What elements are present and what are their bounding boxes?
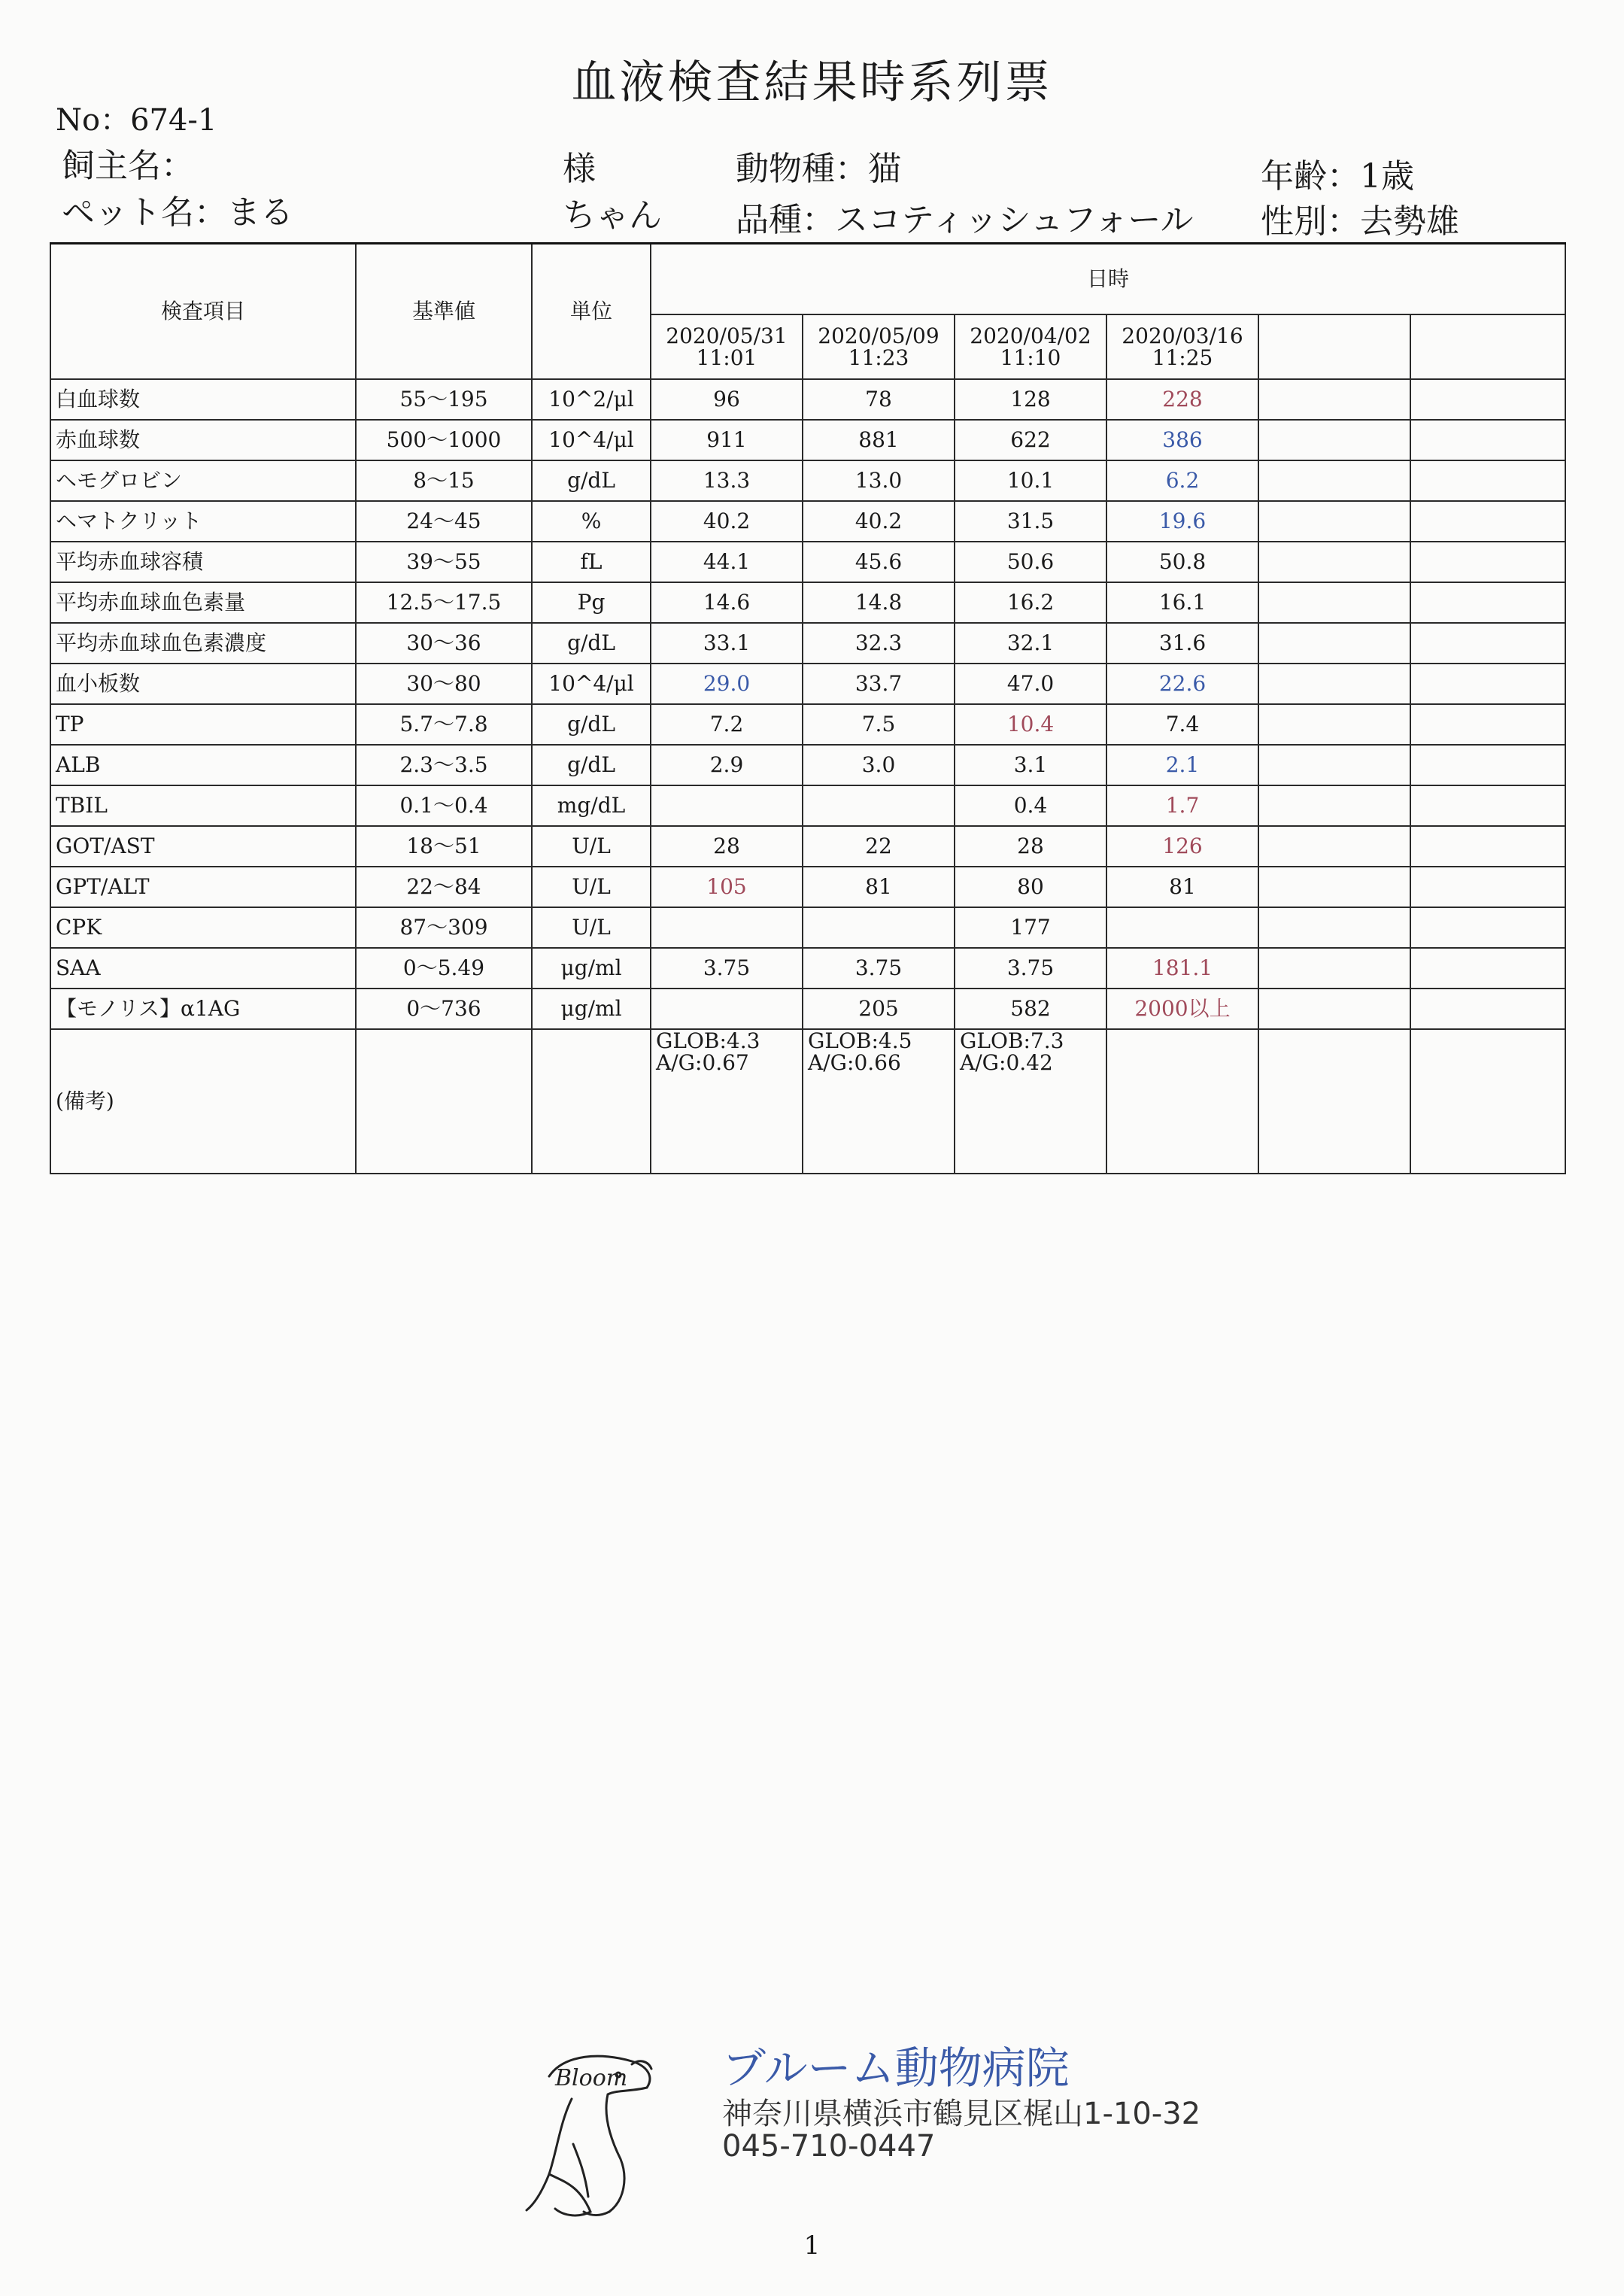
result-value: 80 (955, 867, 1106, 907)
empty-result-cell (1410, 907, 1565, 948)
table-row (50, 420, 1565, 460)
empty-result-cell (1258, 542, 1410, 582)
reference-range: 500～1000 (356, 420, 532, 460)
date-header-date: 2020/03/16 (1122, 323, 1243, 348)
result-value: 3.75 (803, 948, 955, 989)
header-ref: 基準値 (356, 244, 532, 380)
page-number: 1 (803, 2231, 821, 2261)
result-value: 40.2 (651, 501, 803, 542)
result-value: 29.0 (651, 664, 803, 704)
date-header-cell (803, 314, 955, 379)
age: 年齢：1歳 (1261, 157, 1414, 196)
date-header-time: 11:23 (848, 345, 909, 370)
result-value: 128 (955, 379, 1106, 420)
empty-result-cell (1410, 745, 1565, 785)
empty-result-cell (1258, 785, 1410, 826)
unit: U/L (532, 867, 651, 907)
result-value (651, 907, 803, 948)
date-header-cell (651, 314, 803, 379)
empty-result-cell (1258, 704, 1410, 745)
unit: fL (532, 542, 651, 582)
document-title: 血液検査結果時系列票 (571, 56, 1053, 109)
result-value: 16.1 (1106, 582, 1258, 623)
result-value: 28 (955, 826, 1106, 867)
owner-label: 飼主名： (62, 147, 194, 185)
date-header-cell (1410, 314, 1565, 379)
empty-result-cell (1410, 501, 1565, 542)
result-value: 47.0 (955, 664, 1106, 704)
remarks-line: A/G:0.67 (656, 1050, 749, 1076)
test-item-name: GOT/AST (50, 826, 356, 867)
unit: g/dL (532, 704, 651, 745)
unit: g/dL (532, 745, 651, 785)
table-row (50, 704, 1565, 745)
header-datetime: 日時 (651, 244, 1565, 315)
empty-result-cell (1258, 745, 1410, 785)
result-value: 31.5 (955, 501, 1106, 542)
record-number: No：674-1 (56, 103, 217, 138)
table-row (50, 948, 1565, 989)
result-value: 78 (803, 379, 955, 420)
result-value: 911 (651, 420, 803, 460)
table-row (50, 907, 1565, 948)
unit: 10^2/μl (532, 379, 651, 420)
result-value: 2.9 (651, 745, 803, 785)
result-value: 14.8 (803, 582, 955, 623)
date-header-time: 11:10 (1000, 345, 1061, 370)
result-value (803, 907, 955, 948)
result-value: 81 (1106, 867, 1258, 907)
remarks-empty-cell (532, 1029, 651, 1174)
result-value: 0.4 (955, 785, 1106, 826)
empty-result-cell (1410, 989, 1565, 1029)
empty-result-cell (1258, 867, 1410, 907)
remarks-cell (1258, 1029, 1410, 1174)
breed: 品種：スコティッシュフォール (736, 201, 1194, 239)
reference-range: 30～80 (356, 664, 532, 704)
result-value: 22 (803, 826, 955, 867)
result-value: 81 (803, 867, 955, 907)
clinic-phone: 045-710-0447 (722, 2129, 936, 2164)
test-item-name: 血小板数 (50, 664, 356, 704)
table-row (50, 379, 1565, 420)
result-value: 19.6 (1106, 501, 1258, 542)
test-item-name: 平均赤血球血色素濃度 (50, 623, 356, 664)
date-header-time: 11:01 (696, 345, 757, 370)
reference-range: 0.1～0.4 (356, 785, 532, 826)
remarks-line: A/G:0.42 (960, 1050, 1053, 1076)
species: 動物種：猫 (736, 150, 901, 188)
result-value: 582 (955, 989, 1106, 1029)
blood-test-table (50, 242, 1566, 1174)
result-value: 16.2 (955, 582, 1106, 623)
result-value: 386 (1106, 420, 1258, 460)
empty-result-cell (1410, 704, 1565, 745)
date-header-time: 11:25 (1152, 345, 1213, 370)
empty-result-cell (1258, 420, 1410, 460)
remarks-cell (955, 1029, 1106, 1174)
remarks-line: GLOB:4.3 (656, 1029, 760, 1053)
reference-range: 39～55 (356, 542, 532, 582)
reference-range: 8～15 (356, 460, 532, 501)
result-value: 13.0 (803, 460, 955, 501)
result-value: 7.5 (803, 704, 955, 745)
unit: mg/dL (532, 785, 651, 826)
result-value (1106, 907, 1258, 948)
reference-range: 0～736 (356, 989, 532, 1029)
clinic-logo-dog (519, 2031, 715, 2227)
clinic-name: ブルーム動物病院 (722, 2042, 1070, 2094)
unit: % (532, 501, 651, 542)
result-value: 44.1 (651, 542, 803, 582)
test-item-name: 平均赤血球容積 (50, 542, 356, 582)
remarks-line: A/G:0.66 (808, 1050, 901, 1076)
result-value: 205 (803, 989, 955, 1029)
date-header-cell (955, 314, 1106, 379)
remarks-cell (1106, 1029, 1258, 1174)
test-item-name: GPT/ALT (50, 867, 356, 907)
empty-result-cell (1410, 460, 1565, 501)
result-value: 50.6 (955, 542, 1106, 582)
unit: μg/ml (532, 989, 651, 1029)
result-value (651, 785, 803, 826)
reference-range: 12.5～17.5 (356, 582, 532, 623)
test-item-name: ヘマトクリット (50, 501, 356, 542)
date-header-cell (1106, 314, 1258, 379)
empty-result-cell (1410, 542, 1565, 582)
pet-name: ペット名：まる (62, 193, 293, 232)
result-value: 22.6 (1106, 664, 1258, 704)
clinic-address: 神奈川県横浜市鶴見区梶山1-10-32 (722, 2097, 1201, 2131)
empty-result-cell (1258, 623, 1410, 664)
empty-result-cell (1410, 826, 1565, 867)
empty-result-cell (1410, 582, 1565, 623)
remarks-line: GLOB:7.3 (960, 1029, 1064, 1053)
test-item-name: 【モノリス】α1AG (50, 989, 356, 1029)
empty-result-cell (1258, 907, 1410, 948)
test-item-name: SAA (50, 948, 356, 989)
remarks-empty-cell (356, 1029, 532, 1174)
reference-range: 0～5.49 (356, 948, 532, 989)
reference-range: 2.3～3.5 (356, 745, 532, 785)
date-header-date: 2020/05/31 (666, 323, 788, 348)
remarks-label: (備考) (50, 1029, 356, 1174)
table-row (50, 664, 1565, 704)
pet-suffix: ちゃん (563, 196, 662, 235)
result-value: 32.1 (955, 623, 1106, 664)
result-value: 96 (651, 379, 803, 420)
unit: g/dL (532, 460, 651, 501)
empty-result-cell (1258, 948, 1410, 989)
result-value: 881 (803, 420, 955, 460)
logo-lettering: Bloom (555, 2065, 628, 2091)
result-value: 33.7 (803, 664, 955, 704)
result-value (651, 989, 803, 1029)
table-row (50, 460, 1565, 501)
empty-result-cell (1258, 379, 1410, 420)
table-row (50, 745, 1565, 785)
owner-suffix: 様 (563, 150, 596, 188)
reference-range: 22～84 (356, 867, 532, 907)
unit: Pg (532, 582, 651, 623)
date-header-date: 2020/05/09 (818, 323, 939, 348)
empty-result-cell (1410, 664, 1565, 704)
empty-result-cell (1258, 826, 1410, 867)
result-value: 181.1 (1106, 948, 1258, 989)
header-item: 検査項目 (50, 244, 356, 380)
remarks-cell (1410, 1029, 1565, 1174)
empty-result-cell (1410, 948, 1565, 989)
remarks-row (50, 1029, 1565, 1174)
empty-result-cell (1258, 501, 1410, 542)
result-value: 31.6 (1106, 623, 1258, 664)
unit: 10^4/μl (532, 664, 651, 704)
test-item-name: TP (50, 704, 356, 745)
empty-result-cell (1258, 582, 1410, 623)
result-value: 177 (955, 907, 1106, 948)
result-value: 126 (1106, 826, 1258, 867)
reference-range: 55～195 (356, 379, 532, 420)
test-item-name: 白血球数 (50, 379, 356, 420)
result-value: 1.7 (1106, 785, 1258, 826)
empty-result-cell (1258, 664, 1410, 704)
result-value: 105 (651, 867, 803, 907)
reference-range: 18～51 (356, 826, 532, 867)
remarks-line: GLOB:4.5 (808, 1029, 912, 1053)
result-value: 6.2 (1106, 460, 1258, 501)
table-row (50, 867, 1565, 907)
unit: 10^4/μl (532, 420, 651, 460)
result-value: 7.2 (651, 704, 803, 745)
result-value: 13.3 (651, 460, 803, 501)
table-row (50, 623, 1565, 664)
result-value: 622 (955, 420, 1106, 460)
test-item-name: CPK (50, 907, 356, 948)
remarks-cell (803, 1029, 955, 1174)
reference-range: 24～45 (356, 501, 532, 542)
table-row (50, 989, 1565, 1029)
result-value: 40.2 (803, 501, 955, 542)
test-item-name: 平均赤血球血色素量 (50, 582, 356, 623)
result-value: 50.8 (1106, 542, 1258, 582)
result-value: 10.1 (955, 460, 1106, 501)
result-value: 2000以上 (1106, 989, 1258, 1029)
table-row (50, 826, 1565, 867)
empty-result-cell (1410, 867, 1565, 907)
empty-result-cell (1410, 379, 1565, 420)
test-item-name: 赤血球数 (50, 420, 356, 460)
result-value: 45.6 (803, 542, 955, 582)
result-value: 33.1 (651, 623, 803, 664)
table-row (50, 785, 1565, 826)
reference-range: 87～309 (356, 907, 532, 948)
result-value: 32.3 (803, 623, 955, 664)
result-value: 228 (1106, 379, 1258, 420)
result-value: 10.4 (955, 704, 1106, 745)
remarks-cell (651, 1029, 803, 1174)
empty-result-cell (1258, 460, 1410, 501)
date-header-date: 2020/04/02 (970, 323, 1091, 348)
result-value: 3.0 (803, 745, 955, 785)
reference-range: 30～36 (356, 623, 532, 664)
test-item-name: TBIL (50, 785, 356, 826)
result-value: 2.1 (1106, 745, 1258, 785)
empty-result-cell (1410, 420, 1565, 460)
test-item-name: ヘモグロビン (50, 460, 356, 501)
result-value: 7.4 (1106, 704, 1258, 745)
result-value: 3.75 (651, 948, 803, 989)
result-value (803, 785, 955, 826)
result-value: 28 (651, 826, 803, 867)
unit: U/L (532, 907, 651, 948)
result-value: 14.6 (651, 582, 803, 623)
empty-result-cell (1410, 785, 1565, 826)
result-value: 3.75 (955, 948, 1106, 989)
test-item-name: ALB (50, 745, 356, 785)
unit: g/dL (532, 623, 651, 664)
reference-range: 5.7～7.8 (356, 704, 532, 745)
empty-result-cell (1410, 623, 1565, 664)
header-unit: 単位 (532, 244, 651, 380)
unit: U/L (532, 826, 651, 867)
table-row (50, 501, 1565, 542)
result-value: 3.1 (955, 745, 1106, 785)
date-header-cell (1258, 314, 1410, 379)
unit: μg/ml (532, 948, 651, 989)
table-row (50, 542, 1565, 582)
sex: 性別：去勢雄 (1261, 202, 1459, 241)
table-row (50, 582, 1565, 623)
empty-result-cell (1258, 989, 1410, 1029)
